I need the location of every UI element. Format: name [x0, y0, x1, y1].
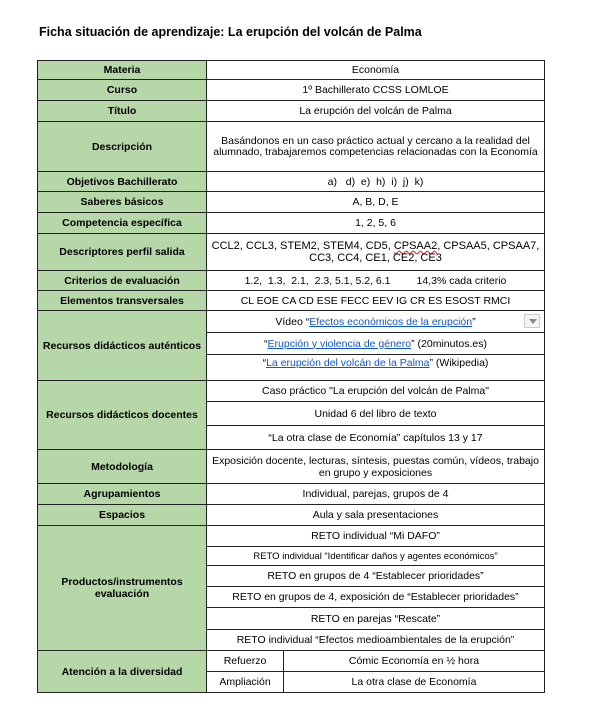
label-descripcion: Descripción [38, 122, 207, 172]
label-ampliacion: Ampliación [207, 671, 284, 692]
recurso-video [207, 311, 545, 333]
row-objetivos [38, 172, 545, 192]
recurso-violencia-prefix: “ [264, 337, 268, 350]
criterios-values: 1.2, 1.3, 2.1, 2.3, 5.1, 5.2, 6.1 [244, 274, 391, 287]
label-competencia: Competencia específica [38, 213, 207, 234]
page-title: Ficha situación de aprendizaje: La erupción del volcán de Palma [39, 25, 422, 39]
label-refuerzo: Refuerzo [207, 651, 284, 671]
value-materia: Economía [207, 61, 545, 80]
label-metodologia: Metodología [38, 450, 207, 484]
value-espacios: Aula y sala presentaciones [207, 505, 545, 526]
value-saberes: A, B, D, E [207, 192, 545, 213]
row-titulo [38, 101, 545, 122]
row-descriptores [38, 234, 545, 271]
link-efectos-economicos[interactable]: Efectos económicos de la erupción [309, 315, 473, 328]
recurso-video-prefix: Vídeo “ [275, 315, 310, 328]
row-agrupamientos [38, 484, 545, 505]
value-metodologia: Exposición docente, lecturas, síntesis, puestas común, vídeos, trabajo en grupo y exposiciones [207, 450, 545, 484]
row-materia [38, 61, 545, 80]
recurso-docente-2: Unidad 6 del libro de texto [207, 402, 545, 426]
row-ampliacion [207, 671, 544, 692]
row-descripcion [38, 122, 545, 172]
dropdown-arrow-icon[interactable] [524, 314, 540, 328]
label-recursos-autenticos: Recursos didácticos auténticos [38, 311, 207, 381]
value-descriptores [207, 234, 545, 271]
value-competencia: 1, 2, 5, 6 [207, 213, 545, 234]
atencion-subtable [207, 651, 544, 692]
row-saberes [38, 192, 545, 213]
label-espacios: Espacios [38, 505, 207, 526]
value-agrupamientos: Individual, parejas, grupos de 4 [207, 484, 545, 505]
label-objetivos: Objetivos Bachillerato [38, 172, 207, 192]
recurso-wikipedia-prefix: “ [262, 357, 267, 369]
value-objetivos: a) d) e) h) i) j) k) [207, 172, 545, 192]
recurso-video-suffix: ” [472, 315, 476, 328]
criterios-percent: 14,3% cada criterio [416, 274, 507, 287]
row-elementos [38, 291, 545, 311]
value-curso: 1º Bachillerato CCSS LOMLOE [207, 80, 545, 101]
recurso-docente-1: Caso práctico "La erupción del volcán de Palma" [207, 381, 545, 402]
row-productos-1 [38, 526, 545, 547]
row-curso [38, 80, 545, 101]
link-erupcion-violencia[interactable]: Erupción y violencia de género [267, 337, 412, 350]
recurso-wikipedia [207, 355, 545, 381]
descriptores-part3: , CPSAA5, CPSAA7, CC3, CC4, CE1, CE2, CE3 [309, 240, 540, 264]
producto-item: RETO individual “Efectos medioambientales de la erupción” [207, 630, 545, 651]
recurso-wikipedia-suffix: ” (Wikipedia) [429, 357, 489, 369]
label-curso: Curso [38, 80, 207, 101]
value-titulo: La erupción del volcán de Palma [207, 101, 545, 122]
value-ampliacion: La otra clase de Economía [284, 671, 545, 692]
learning-sheet-table [37, 60, 545, 693]
link-erupcion-wikipedia[interactable]: La erupción del volcán de la Palma [266, 357, 430, 369]
row-espacios [38, 505, 545, 526]
label-elementos: Elementos transversales [38, 291, 207, 311]
producto-item: RETO en grupos de 4, exposición de “Establecer prioridades” [207, 587, 545, 608]
row-atencion [38, 651, 545, 693]
recurso-violencia-suffix: ” (20minutos.es) [411, 337, 487, 350]
row-refuerzo [207, 651, 544, 671]
label-descriptores: Descriptores perfil salida [38, 234, 207, 271]
label-titulo: Título [38, 101, 207, 122]
label-criterios: Criterios de evaluación [38, 271, 207, 291]
producto-item: RETO en grupos de 4 “Establecer prioridades” [207, 566, 545, 587]
recurso-docente-3: “La otra clase de Economía” capítulos 13 y 17 [207, 426, 545, 450]
producto-item: RETO en parejas “Rescate” [207, 608, 545, 630]
producto-item: RETO individual “Mi DAFO” [207, 526, 545, 547]
label-recursos-docentes: Recursos didácticos docentes [38, 381, 207, 450]
row-metodologia [38, 450, 545, 484]
label-materia: Materia [38, 61, 207, 80]
recurso-violencia [207, 333, 545, 355]
row-criterios [38, 271, 545, 291]
label-saberes: Saberes básicos [38, 192, 207, 213]
descriptores-cpsaa2: CPSAA2 [393, 240, 438, 252]
value-criterios [207, 271, 545, 291]
label-agrupamientos: Agrupamientos [38, 484, 207, 505]
label-atencion: Atención a la diversidad [38, 651, 207, 693]
value-atencion [207, 651, 545, 693]
label-productos: Productos/instrumentos evaluación [38, 526, 207, 651]
descriptores-part1: CCL2, CCL3, STEM2, STEM4, CD5, [211, 240, 394, 252]
row-recursos-autenticos-1 [38, 311, 545, 333]
producto-item: RETO individual “Identificar daños y agentes económicos” [207, 547, 545, 566]
value-elementos: CL EOE CA CD ESE FECC EEV IG CR ES ESOST RMCI [207, 291, 545, 311]
value-refuerzo: Cómic Economía en ½ hora [348, 654, 480, 667]
row-competencia [38, 213, 545, 234]
value-descripcion: Basándonos en un caso práctico actual y cercano a la realidad del alumnado, trabajaremos competencias relacionadas con la Economía [207, 122, 545, 172]
row-recursos-docentes-1 [38, 381, 545, 402]
